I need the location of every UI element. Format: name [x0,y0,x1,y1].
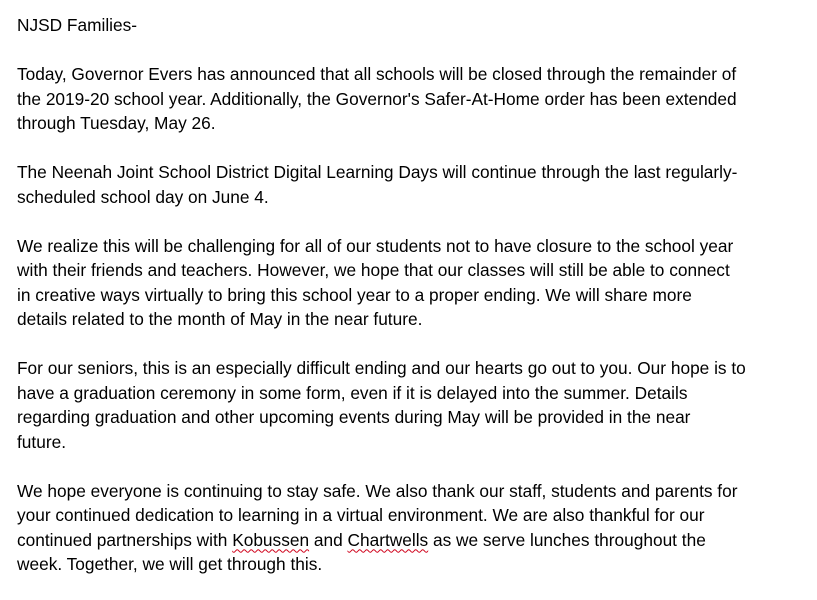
paragraph-line: the 2019-20 school year. Additionally, the Governor's Safer-At-Home order has been extended [17,88,737,109]
paragraph-line: have a graduation ceremony in some form, even if it is delayed into the summer. Details [17,382,688,403]
paragraph-line: week. Together, we will get through this. [17,554,323,574]
text-run: continued partnerships with [17,529,233,550]
paragraph-line: your continued dedication to learning in a virtual environment. We are also thankful for our [17,505,705,525]
paragraph-digital-learning [17,160,812,209]
paragraph-closure-challenge [17,234,812,332]
paragraph-line: The Neenah Joint School District Digital Learning Days will continue through the last regularly- [17,162,738,182]
paragraph-line: For our seniors, this is an especially difficult ending and our hearts go out to you. Our hope is to [17,358,746,378]
paragraph-gap [17,38,812,63]
paragraph-line: details related to the month of May in the near future. [17,309,423,329]
paragraph-line: with their friends and teachers. However, we hope that our classes will still be able to connect [17,260,730,280]
paragraph-line [17,528,812,553]
paragraph-gap [17,454,812,479]
paragraph-line: scheduled school day on June 4. [17,186,269,207]
text-run: as we serve lunches throughout the [428,529,706,550]
paragraph-thanks [17,479,812,577]
text-run: and [309,529,348,550]
paragraph-seniors [17,356,812,454]
paragraph-school-closure [17,62,812,136]
paragraph-line: future. [17,431,66,452]
paragraph-gap [17,332,812,357]
spellcheck-word-chartwells[interactable]: Chartwells [347,529,429,550]
greeting: NJSD Families- [17,15,138,35]
paragraph-line: We realize this will be challenging for all of our students not to have closure to the school year [17,235,734,256]
paragraph-gap [17,209,812,234]
paragraph-line: Today, Governor Evers has announced that all schools will be closed through the remainder of [17,64,737,84]
paragraph-line: in creative ways virtually to bring this school year to a proper ending. We will share more [17,284,692,305]
paragraph-line: through Tuesday, May 26. [17,113,216,133]
paragraph-gap [17,136,812,161]
paragraph-line: regarding graduation and other upcoming events during May will be provided in the near [17,407,691,427]
document-body [17,13,812,577]
spellcheck-word-kobussen[interactable]: Kobussen [232,529,310,550]
paragraph-line: We hope everyone is continuing to stay safe. We also thank our staff, students and parents for [17,480,738,501]
